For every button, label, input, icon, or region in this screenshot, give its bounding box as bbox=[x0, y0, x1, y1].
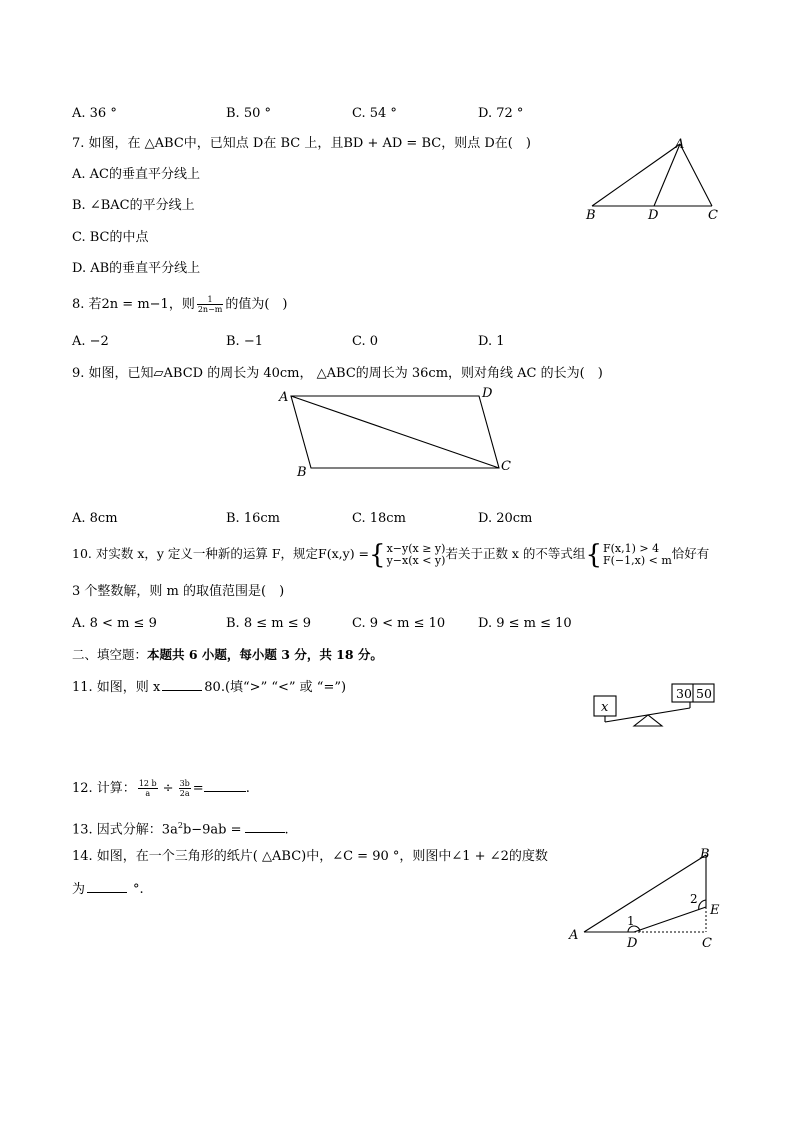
q12-blank bbox=[204, 779, 246, 792]
q7-option-c: C. BC的中点 bbox=[72, 230, 149, 245]
q14-label-b: B bbox=[700, 847, 710, 862]
q10-ineq-line2: F(−1,x) < m bbox=[602, 553, 672, 567]
q9-label-a: A bbox=[279, 390, 289, 405]
q8-stem bbox=[72, 294, 288, 316]
q12-stem bbox=[72, 776, 250, 802]
q10-ineq-line1: F(x,1) > 4 bbox=[602, 541, 660, 555]
q8-option-d: D. 1 bbox=[478, 334, 505, 349]
q10-ineq-system bbox=[603, 543, 672, 567]
q7-label-d: D bbox=[648, 208, 659, 223]
q12-op: ÷ bbox=[162, 781, 174, 796]
q11-label-x: x bbox=[601, 700, 609, 715]
q7-label-b: B bbox=[586, 208, 596, 223]
section2-header bbox=[72, 647, 383, 663]
q12-fraction-2 bbox=[179, 779, 191, 798]
q9-option-b: B. 16cm bbox=[226, 511, 280, 526]
q14-stem-line2 bbox=[72, 880, 144, 898]
q13-tail: . bbox=[284, 822, 289, 838]
q14-stem-line2-pre: 为 bbox=[72, 882, 86, 897]
q9-parallelogram-figure bbox=[275, 384, 525, 480]
q10-def-system bbox=[387, 543, 446, 567]
q9-label-c: C bbox=[501, 459, 511, 474]
q9-option-c: C. 18cm bbox=[352, 511, 406, 526]
q8-frac-num: 1 bbox=[197, 295, 224, 305]
q11-balance-figure bbox=[588, 680, 723, 740]
q14-label-c: C bbox=[702, 936, 712, 951]
q10-stem-line2: 3 个整数解，则 m 的取值范围是( ) bbox=[72, 584, 285, 599]
q6-option-d: D. 72 ° bbox=[478, 106, 524, 121]
q8-option-b: B. −1 bbox=[226, 334, 263, 349]
q12-fraction-1 bbox=[138, 779, 158, 798]
q10-def-line2: y−x(x < y) bbox=[386, 553, 446, 567]
q8-option-c: C. 0 bbox=[352, 334, 379, 349]
q7-triangle-figure bbox=[580, 134, 730, 229]
q11-stem-post: 80.(填“>” “<” 或 “=”) bbox=[204, 680, 347, 695]
q12-stem-post: = bbox=[192, 781, 204, 796]
q8-stem-pre: 8. 若2n = m−1，则 bbox=[72, 297, 195, 312]
q10-stem bbox=[72, 539, 709, 569]
section2-prefix: 二、填空题： bbox=[72, 647, 148, 662]
q10-option-c: C. 9 < m ≤ 10 bbox=[352, 616, 446, 631]
q7-label-c: C bbox=[708, 208, 718, 223]
q12-f2-den: 2a bbox=[179, 789, 190, 798]
q9-stem: 9. 如图，已知▱ABCD 的周长为 40cm， △ABC的周长为 36cm，则对角线 AC 的长为( ) bbox=[72, 366, 603, 381]
q12-stem-pre: 12. 计算： bbox=[72, 781, 136, 796]
q7-label-a: A bbox=[675, 137, 685, 152]
q9-option-d: D. 20cm bbox=[478, 511, 533, 526]
q10-stem-post: 恰好有 bbox=[671, 546, 710, 561]
q14-blank bbox=[87, 880, 127, 893]
q13-blank bbox=[245, 820, 285, 833]
q6-option-a: A. 36 ° bbox=[72, 106, 117, 121]
q10-option-a: A. 8 < m ≤ 9 bbox=[72, 616, 157, 631]
q11-stem bbox=[72, 678, 346, 696]
q10-ineq-brace: { bbox=[585, 539, 602, 570]
q12-f2-num: 3b bbox=[179, 779, 190, 788]
q11-label-w2: 50 bbox=[696, 686, 712, 701]
q9-label-d: D bbox=[482, 386, 493, 401]
q13-stem-post: b−9ab = bbox=[182, 822, 242, 838]
q8-fraction bbox=[197, 295, 224, 314]
q14-label-e: E bbox=[710, 903, 720, 918]
q6-option-b: B. 50 ° bbox=[226, 106, 271, 121]
q14-stem-line1: 14. 如图，在一个三角形的纸片( △ABC)中，∠C = 90 °，则图中∠1 + ∠2的度数 bbox=[72, 849, 548, 864]
q8-frac-den: 2n−m bbox=[197, 305, 223, 314]
q13-sup: 2 bbox=[177, 821, 183, 830]
q9-label-b: B bbox=[297, 465, 307, 480]
q11-stem-pre: 11. 如图，则 x bbox=[72, 680, 161, 695]
q14-triangle-figure bbox=[566, 845, 726, 953]
q10-stem-mid: 若关于正数 x 的不等式组 bbox=[445, 546, 586, 561]
section2-bold: 本题共 6 小题，每小题 3 分，共 18 分。 bbox=[147, 647, 383, 662]
q13-stem bbox=[72, 818, 289, 838]
q11-blank bbox=[162, 678, 202, 691]
q14-label-d: D bbox=[627, 936, 638, 951]
q10-option-d: D. 9 ≤ m ≤ 10 bbox=[478, 616, 572, 631]
q7-stem: 7. 如图，在 △ABC中，已知点 D在 BC 上，且BD + AD = BC，则点 D在( ) bbox=[72, 136, 531, 151]
q14-stem-line2-post: °. bbox=[133, 882, 144, 897]
q14-label-two: 2 bbox=[690, 892, 698, 906]
q8-stem-post: 的值为( ) bbox=[225, 297, 288, 312]
q10-option-b: B. 8 ≤ m ≤ 9 bbox=[226, 616, 312, 631]
q12-f1-den: a bbox=[145, 789, 151, 798]
q14-label-a: A bbox=[569, 928, 579, 943]
q12-f1-num: 12 b bbox=[138, 779, 157, 788]
q13-stem-pre: 13. 因式分解：3a bbox=[72, 822, 178, 838]
q8-option-a: A. −2 bbox=[72, 334, 109, 349]
q6-option-c: C. 54 ° bbox=[352, 106, 397, 121]
q9-option-a: A. 8cm bbox=[72, 511, 118, 526]
q14-label-one: 1 bbox=[627, 914, 635, 928]
q12-tail: . bbox=[245, 781, 250, 796]
q11-label-w1: 30 bbox=[676, 686, 692, 701]
q7-option-d: D. AB的垂直平分线上 bbox=[72, 261, 201, 276]
q7-option-a: A. AC的垂直平分线上 bbox=[72, 167, 200, 182]
q10-def-brace: { bbox=[369, 539, 386, 570]
q10-def-line1: x−y(x ≥ y) bbox=[386, 541, 446, 555]
q10-stem-pre: 10. 对实数 x，y 定义一种新的运算 F，规定F(x,y) = bbox=[72, 546, 370, 561]
q7-option-b: B. ∠BAC的平分线上 bbox=[72, 198, 195, 213]
